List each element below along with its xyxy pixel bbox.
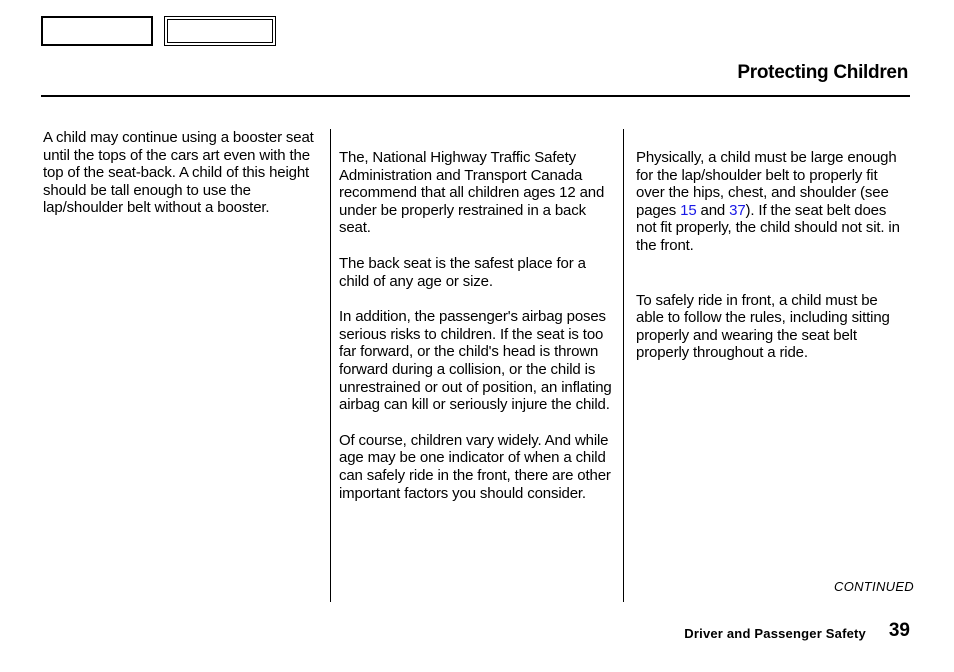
page-link-37[interactable]: 37 [729, 201, 746, 219]
paragraph-nhtsa-recommendation: The, National Highway Traffic Safety Administration and Transport Canada recommend that all children ages 12 and under be properly restrained in a back seat. [339, 149, 605, 237]
page-link-15[interactable]: 15 [680, 201, 697, 219]
physical-fit-text-start: Physically, a child must be large enough for the lap/shoulder belt to properly fit over the hips, chest, and shoulder (see pages [636, 149, 897, 219]
next-page-button[interactable] [164, 16, 276, 46]
column-middle [339, 149, 614, 502]
footer-section-title: Driver and Passenger Safety [684, 626, 866, 641]
column-divider-1 [330, 129, 331, 602]
paragraph-booster-seat: A child may continue using a booster seat until the tops of the cars art even with the top of the seat-back. A child of this height should be tall enough to use the lap/shoulder belt without a booster. [43, 129, 314, 217]
header-rule [41, 95, 910, 97]
physical-fit-text-mid: and [696, 201, 730, 219]
continued-label: CONTINUED [834, 579, 914, 594]
page-number: 39 [888, 620, 910, 641]
paragraph-physical-fit [636, 149, 908, 255]
physical-fit-text-end: ). If the seat belt does not fit properly, the child should not sit. in the front. [636, 201, 900, 254]
paragraph-front-seat-rules: To safely ride in front, a child must be able to follow the rules, including sitting properly and wearing the seat belt properly throughout a ride. [636, 291, 890, 362]
column-divider-2 [623, 129, 624, 602]
next-page-button-frame [167, 19, 273, 43]
previous-page-button[interactable] [41, 16, 153, 46]
paragraph-airbag-risk: In addition, the passenger's airbag poses serious risks to children. If the seat is too far forward, or the child's head is thrown forward during a collision, or the child is unrestrained or out of position, an inflating airbag can kill or seriously injure the child. [339, 308, 612, 414]
page-title: Protecting Children [737, 62, 908, 83]
paragraph-back-seat-safest: The back seat is the safest place for a child of any age or size. [339, 254, 586, 290]
column-left [43, 129, 321, 217]
column-right [636, 149, 908, 362]
paragraph-children-vary: Of course, children vary widely. And while age may be one indicator of when a child can safely ride in the front, there are other important factors you should consider. [339, 431, 611, 502]
